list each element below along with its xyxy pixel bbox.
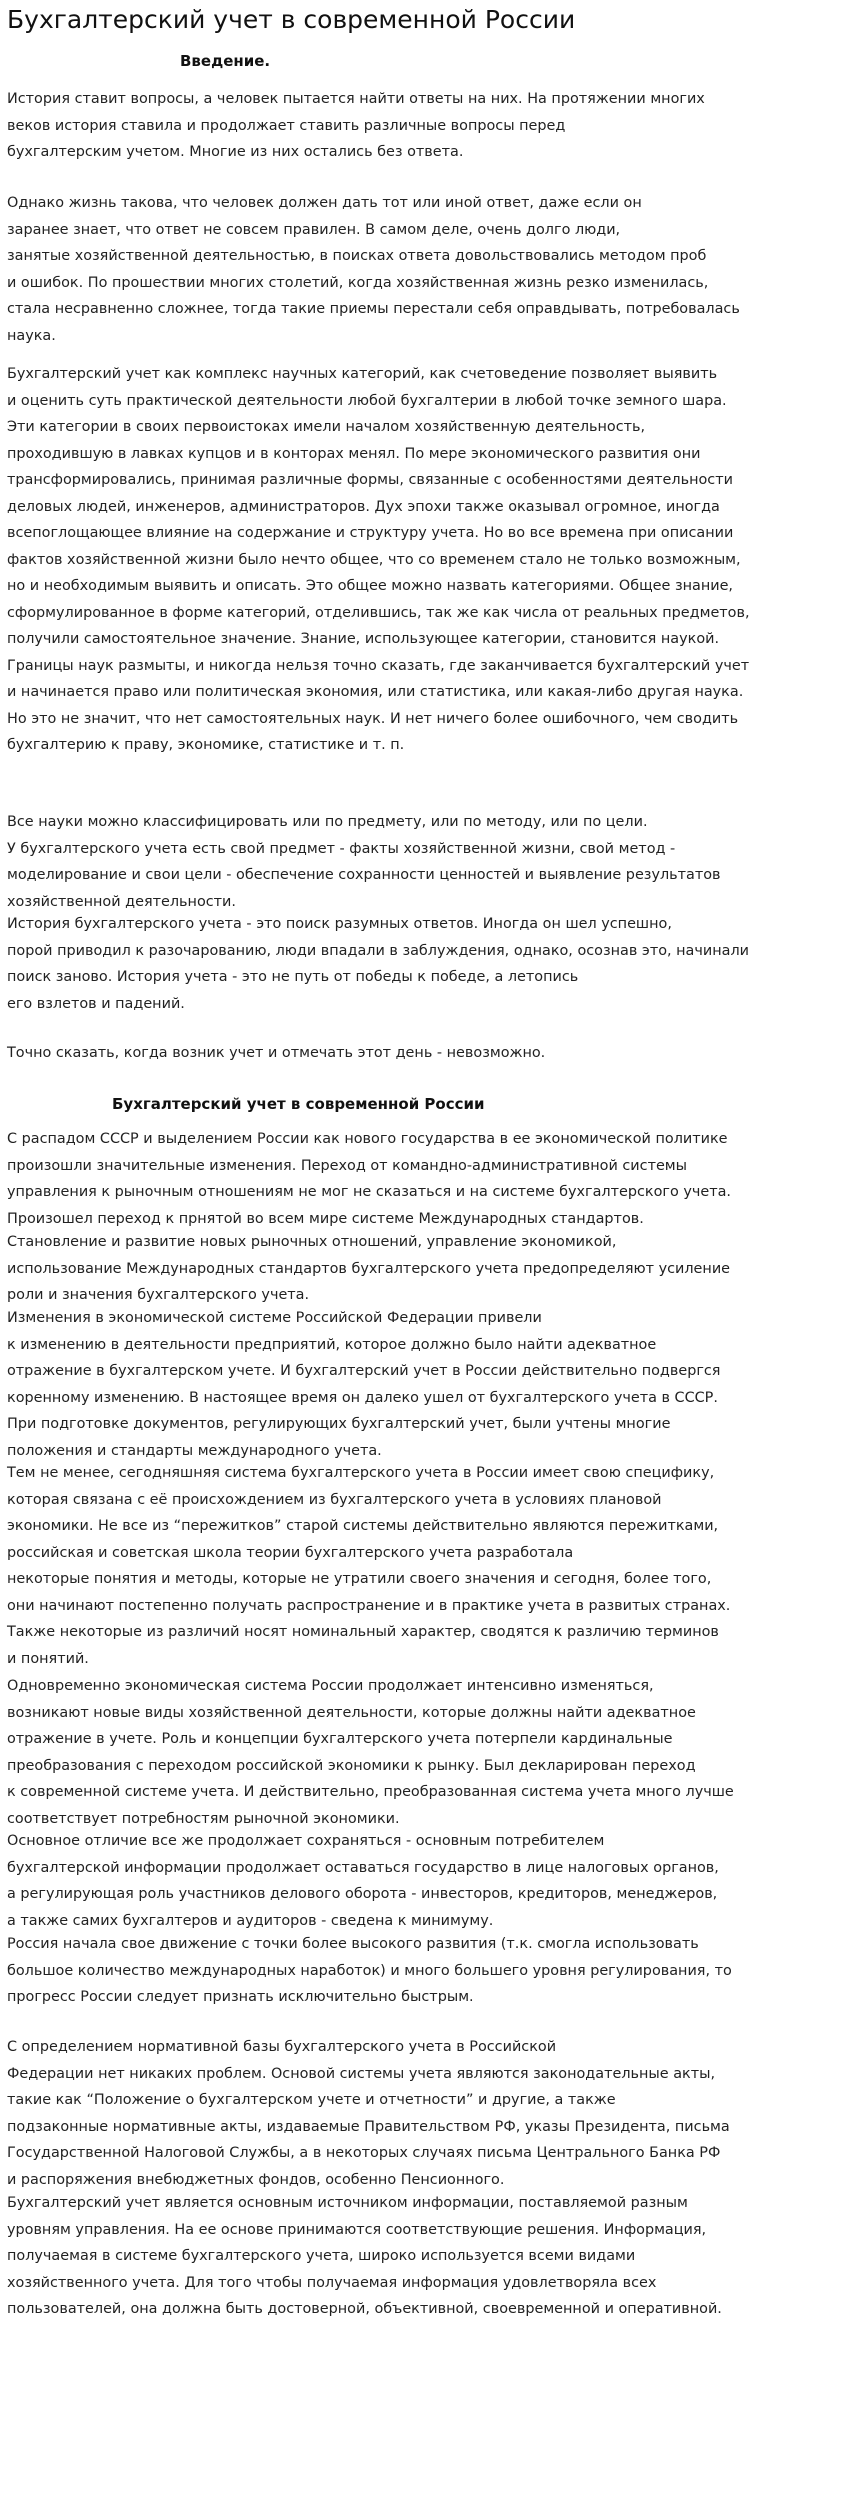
paragraph (7, 1040, 545, 1067)
text-line: но и необходимым выявить и описать. Это общее можно назвать категориями. Общее знание, (7, 578, 734, 594)
text-line: уровням управления. На ее основе принимаются соответствующие решения. Информация, (7, 2221, 707, 2238)
text-line: и начинается право или политическая экономия, или статистика, или какая-либо другая наука. (7, 684, 744, 700)
text-line: они начинают постепенно получать распространение и в практике учета в развитых странах. (7, 1597, 731, 1614)
text-line: Точно сказать, когда возник учет и отмечать этот день - невозможно. (7, 1045, 546, 1061)
text-line: российская и советская школа теории бухгалтерского учета разработала (7, 1544, 574, 1561)
text-line: преобразования с переходом российской экономики к рынку. Был декларирован переход (7, 1757, 696, 1774)
text-line: Границы наук размыты, и никогда нельзя точно сказать, где заканчивается бухгалтерский учет (7, 657, 750, 674)
text-line: получаемая в системе бухгалтерского учета, широко используется всеми видами (7, 2248, 636, 2264)
paragraph (7, 1229, 730, 1309)
text-line: Бухгалтерский учет как комплекс научных категорий, как счетоведение позволяет выявить (7, 366, 718, 382)
paragraph (7, 1828, 719, 1934)
text-line: получили самостоятельное значение. Знание, использующее категории, становится наукой. (7, 631, 720, 647)
text-line: большое количество международных наработок) и много большего уровня регулирования, то (7, 1962, 732, 1979)
text-line: управления к рыночным отношениям не мог не сказаться и на системе бухгалтерского учета. (7, 1184, 732, 1200)
text-line: История ставит вопросы, а человек пытается найти ответы на них. На протяжении многих (7, 91, 705, 107)
text-line: Основное отличие все же продолжает сохраняться - основным потребителем (7, 1833, 605, 1849)
text-line: С распадом СССР и выделением России как нового государства в ее экономической политике (7, 1131, 728, 1147)
text-line: всепоглощающее влияние на содержание и структуру учета. Но во все времена при описании (7, 525, 734, 541)
text-line: которая связана с её происхождением из бухгалтерского учета в условиях плановой (7, 1491, 662, 1508)
text-line: Федерации нет никаких проблем. Основой системы учета являются законодательные акты, (7, 2065, 716, 2082)
paragraph (7, 361, 750, 759)
text-line: Изменения в экономической системе Российской Федерации привели (7, 1310, 542, 1326)
text-line: и ошибок. По прошествии многих столетий, когда хозяйственная жизнь резко изменилась, (7, 274, 709, 291)
text-line: использование Международных стандартов бухгалтерского учета предопределяют усиление (7, 1260, 731, 1277)
text-line: возникают новые виды хозяйственной деятельности, которые должны найти адекватное (7, 1704, 696, 1721)
text-line: занятые хозяйственной деятельностью, в поисках ответа довольствовались методом проб (7, 248, 707, 264)
text-line: хозяйственного учета. Для того чтобы получаемая информация удовлетворяла всех (7, 2274, 657, 2291)
text-line: Россия начала свое движение с точки более высокого развития (т.к. смогла использовать (7, 1936, 699, 1952)
text-line: его взлетов и падений. (7, 995, 185, 1012)
text-line: Эти категории в своих первоистоках имели началом хозяйственную деятельность, (7, 419, 646, 435)
text-line: деловых людей, инженеров, администраторов. Дух эпохи также оказывал огромное, иногда (7, 498, 720, 515)
text-line: Становление и развитие новых рыночных отношений, управление экономикой, (7, 1234, 617, 1250)
paragraph (7, 1305, 720, 1464)
page-title: Бухгалтерский учет в современной России (7, 5, 576, 34)
text-line: История бухгалтерского учета - это поиск разумных ответов. Иногда он шел успешно, (7, 916, 672, 932)
text-line: Бухгалтерский учет является основным источником информации, поставляемой разным (7, 2195, 688, 2211)
text-line: проходившую в лавках купцов и в конторах менял. По мере экономического развития они (7, 445, 701, 462)
text-line: а также самих бухгалтеров и аудиторов - сведена к минимуму. (7, 1912, 494, 1929)
text-line: произошли значительные изменения. Переход от командно-административной системы (7, 1157, 688, 1174)
text-line: отражение в бухгалтерском учете. И бухгалтерский учет в России действительно подвергся (7, 1363, 721, 1379)
paragraph (7, 86, 705, 166)
text-line: к изменению в деятельности предприятий, которое должно было найти адекватное (7, 1336, 657, 1353)
paragraph (7, 1931, 732, 2011)
paragraph (7, 1126, 731, 1232)
modern-russia-heading: Бухгалтерский учет в современной России (112, 1095, 485, 1113)
paragraph (7, 1673, 734, 1832)
text-line: к современной системе учета. И действительно, преобразованная система учета много лучше (7, 1784, 734, 1800)
text-line: Все науки можно классифицировать или по предмету, или по методу, или по цели. (7, 814, 648, 830)
paragraph (7, 911, 749, 1017)
paragraph (7, 1460, 730, 1672)
text-line: бухгалтерским учетом. Многие из них остались без ответа. (7, 144, 464, 160)
text-line: Но это не значит, что нет самостоятельных наук. И нет ничего более ошибочного, чем сводить (7, 710, 739, 727)
paragraph (7, 2034, 730, 2193)
text-line: коренному изменению. В настоящее время он далеко ушел от бухгалтерского учета в СССР. (7, 1389, 718, 1406)
text-line: заранее знает, что ответ не совсем правилен. В самом деле, очень долго люди, (7, 221, 621, 238)
paragraph (7, 809, 721, 915)
text-line: поиск заново. История учета - это не путь от победы к победе, а летопись (7, 969, 579, 985)
text-line: С определением нормативной базы бухгалтерского учета в Российской (7, 2039, 557, 2055)
text-line: Тем не менее, сегодняшняя система бухгалтерского учета в России имеет свою специфику, (7, 1465, 715, 1481)
text-line: некоторые понятия и методы, которые не утратили своего значения и сегодня, более того, (7, 1571, 712, 1587)
text-line: прогресс России следует признать исключительно быстрым. (7, 1989, 474, 2005)
paragraph (7, 2190, 722, 2323)
text-line: хозяйственной деятельности. (7, 893, 236, 910)
intro-heading: Введение. (180, 52, 271, 70)
text-line: Государственной Налоговой Службы, а в некоторых случаях письма Центрального Банка РФ (7, 2145, 721, 2161)
text-line: и оценить суть практической деятельности любой бухгалтерии в любой точке земного шара. (7, 392, 727, 409)
text-line: и распоряжения внебюджетных фондов, особенно Пенсионного. (7, 2171, 505, 2188)
text-line: Произошел переход к прнятой во всем мире системе Международных стандартов. (7, 1210, 644, 1227)
text-line: экономики. Не все из “пережитков” старой системы действительно являются пережитками, (7, 1518, 719, 1534)
text-line: У бухгалтерского учета есть свой предмет - факты хозяйственной жизни, свой метод - (7, 840, 676, 857)
text-line: отражение в учете. Роль и концепции бухгалтерского учета потерпели кардинальные (7, 1731, 673, 1747)
text-line: Однако жизнь такова, что человек должен дать тот или иной ответ, даже если он (7, 195, 642, 211)
text-line: фактов хозяйственной жизни было нечто общее, что со временем стало не только возможным, (7, 551, 741, 568)
text-line: и понятий. (7, 1650, 89, 1667)
text-line: соответствует потребностям рыночной экономики. (7, 1810, 400, 1827)
text-line: бухгалтерию к праву, экономике, статистике и т. п. (7, 737, 405, 753)
text-line: стала несравненно сложнее, тогда такие приемы перестали себя оправдывать, потребовалась (7, 301, 740, 317)
text-line: роли и значения бухгалтерского учета. (7, 1287, 310, 1303)
text-line: пользователей, она должна быть достоверной, объективной, своевременной и оперативной. (7, 2301, 722, 2317)
text-line: сформулированное в форме категорий, отделившись, так же как числа от реальных предметов, (7, 604, 750, 621)
text-line: моделирование и свои цели - обеспечение сохранности ценностей и выявление результатов (7, 867, 721, 883)
text-line: такие как “Положение о бухгалтерском учете и отчетности” и другие, а также (7, 2092, 616, 2108)
text-line: Также некоторые из различий носят номинальный характер, сводятся к различию терминов (7, 1624, 719, 1640)
text-line: подзаконные нормативные акты, издаваемые Правительством РФ, указы Президента, письма (7, 2118, 730, 2135)
text-line: трансформировались, принимая различные формы, связанные с особенностями деятельности (7, 472, 733, 488)
text-line: Одновременно экономическая система России продолжает интенсивно изменяться, (7, 1678, 654, 1694)
text-line: бухгалтерской информации продолжает оставаться государство в лице налоговых органов, (7, 1859, 719, 1876)
text-line: порой приводил к разочарованию, люди впадали в заблуждения, однако, осознав это, начинали (7, 942, 750, 959)
paragraph (7, 190, 740, 349)
text-line: а регулирующая роль участников делового оборота - инвесторов, кредиторов, менеджеров, (7, 1886, 718, 1902)
text-line: положения и стандарты международного учета. (7, 1442, 382, 1459)
text-line: наука. (7, 327, 56, 344)
text-line: При подготовке документов, регулирующих бухгалтерский учет, были учтены многие (7, 1416, 671, 1432)
text-line: веков история ставила и продолжает ставить различные вопросы перед (7, 117, 566, 134)
